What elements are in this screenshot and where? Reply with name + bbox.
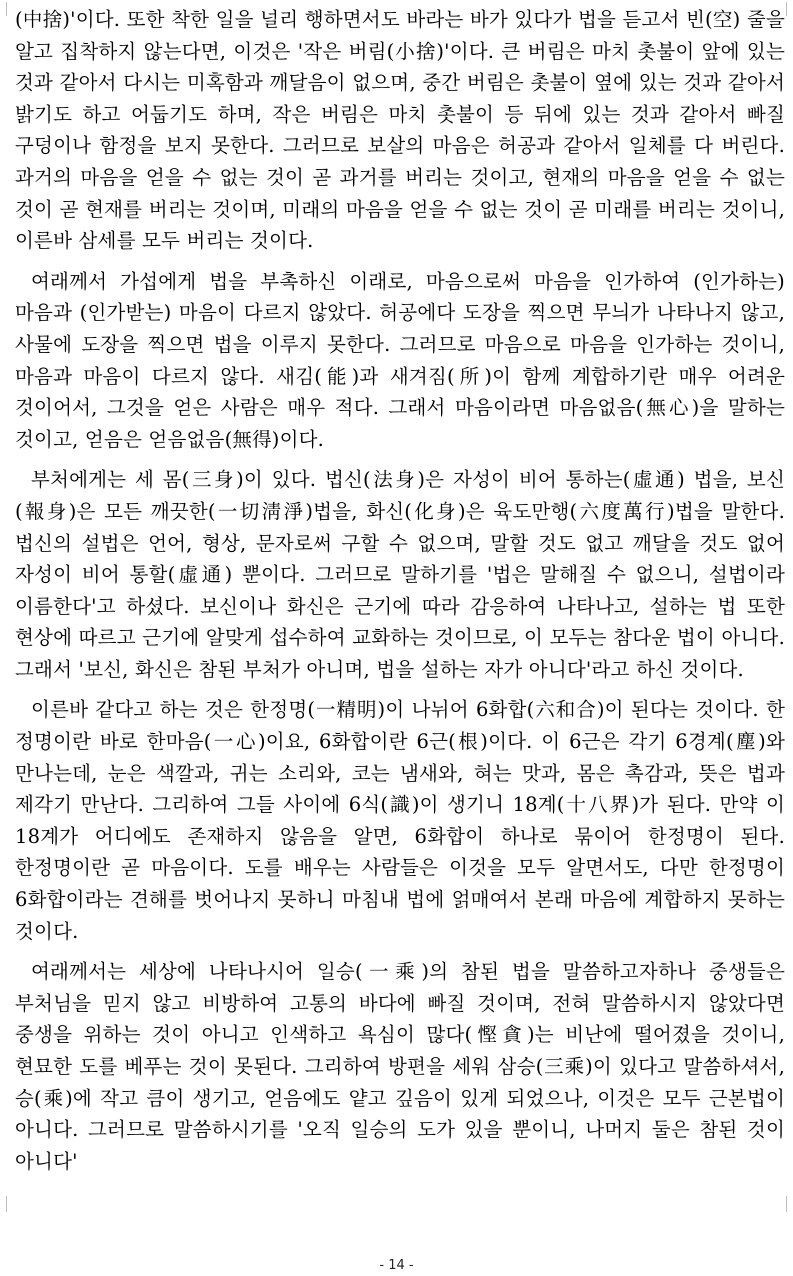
paragraph-2: 여래께서 가섭에게 법을 부촉하신 이래로, 마음으로써 마음을 인가하여 (인가하는) 마음과 (인가받는) 마음이 다르지 않았다. 허공에다 도장을 찍으면 무늬가 나타나지 않고, 사물에 도장을 찍으면 법을 이루지 못한다. 그러므로 마음으로 마음을 인가하는 것이니, 마음과 마음이 다르지 않다. 새김(能)과 새겨짐(所)이 함께 계합하기란 매우 어려운 것이어서, 그것을 얻은 사람은 매우 적다. 그래서 마음이라면 마음없음(無心)을 말하는 것이고, 얻음은 얻음없음(無得)이다. (15, 269, 785, 451)
paragraph-4: 이른바 같다고 하는 것은 한정명(一精明)이 나뉘어 6화합(六和合)이 된다는 것이다. 한 정명이란 바로 한마음(一心)이요, 6화합이란 6근(根)이다. 이 6근은 각기 6경계(塵)와 만나는데, 눈은 색깔과, 귀는 소리와, 코는 냄새와, 혀는 맛과, 몸은 촉감과, 뜻은 법과 제각기 만난다. 그리하여 그들 사이에 6식(識)이 생기니 18계(十八界)가 된다. 만약 이 18계가 어디에도 존재하지 않음을 알면, 6화합이 하나로 묶이어 한정명이 된다. 한정명이란 곧 마음이다. 도를 배우는 사람들은 이것을 모두 알면서도, 다만 한정명이 6화합이라는 견해를 벗어나지 못하니 마침내 법에 얽매여서 본래 마음에 계합하지 못하는 것이다. (15, 698, 785, 943)
crop-mark-bottom-right (778, 1196, 787, 1212)
paragraph-3: 부처에게는 세 몸(三身)이 있다. 법신(法身)은 자성이 비어 통하는(虛通) 법을, 보신(報身)은 모든 깨끗한(一切淸淨)법을, 화신(化身)은 육도만행(六度萬行)법을 말한다. 법신의 설법은 언어, 형상, 문자로써 구할 수 없으며, 말할 것도 없고 깨달을 것도 없어 자성이 비어 통할(虛通) 뿐이다. 그러므로 말하기를 '법은 말해질 수 없으니, 설법이라 이름한다'고 하셨다. 보신이나 화신은 근기에 따라 감응하여 나타나고, 설하는 법 또한 현상에 따르고 근기에 알맞게 섭수하여 교화하는 것이므로, 이 모두는 참다운 법이 아니다. 그래서 '보신, 화신은 참된 부처가 아니며, 법을 설하는 자가 아니다'라고 하신 것이다. (15, 468, 785, 681)
body-text (15, 4, 785, 1186)
paragraph-1: (中捨)'이다. 또한 착한 일을 널리 행하면서도 바라는 바가 있다가 법을 듣고서 빈(空) 줄을 알고 집착하지 않는다면, 이것은 '작은 버림(小捨)'이다. 큰 버림은 마치 촛불이 앞에 있는 것과 같아서 다시는 미혹함과 깨달음이 없으며, 중간 버림은 촛불이 옆에 있는 것과 같아서 밝기도 하고 어둡기도 하며, 작은 버림은 마치 촛불이 등 뒤에 있는 것과 같아서 빠질 구덩이나 함정을 보지 못한다. 그러므로 보살의 마음은 허공과 같아서 일체를 다 버린다. 과거의 마음을 얻을 수 없는 것이 곧 과거를 버리는 것이고, 현재의 마음을 얻을 수 없는 것이 곧 현재를 버리는 것이며, 미래의 마음을 얻을 수 없는 것이 곧 미래를 버리는 것이니, 이른바 삼세를 모두 버리는 것이다. (15, 8, 785, 253)
paragraph-5: 여래께서는 세상에 나타나시어 일승(一乘)의 참된 법을 말씀하고자하나 중생들은 부처님을 믿지 않고 비방하여 고통의 바다에 빠질 것이며, 전혀 말씀하시지 않았다면 중생을 위하는 것이 아니고 인색하고 욕심이 많다(慳貪)는 비난에 떨어졌을 것이니, 현묘한 도를 베푸는 것이 못된다. 그리하여 방편을 세워 삼승(三乘)이 있다고 말씀하셔서, 승(乘)에 작고 큼이 생기고, 얻음에도 얕고 깊음이 있게 되었으나, 이것은 모두 근본법이 아니다. 그러므로 말씀하시기를 '오직 일승의 도가 있을 뿐이니, 나머지 둘은 참된 것이 아니다' (15, 960, 785, 1173)
page-number: - 14 - (379, 1258, 414, 1273)
crop-mark-bottom-left (6, 1196, 15, 1212)
crop-mark-top-left (6, 2, 15, 16)
